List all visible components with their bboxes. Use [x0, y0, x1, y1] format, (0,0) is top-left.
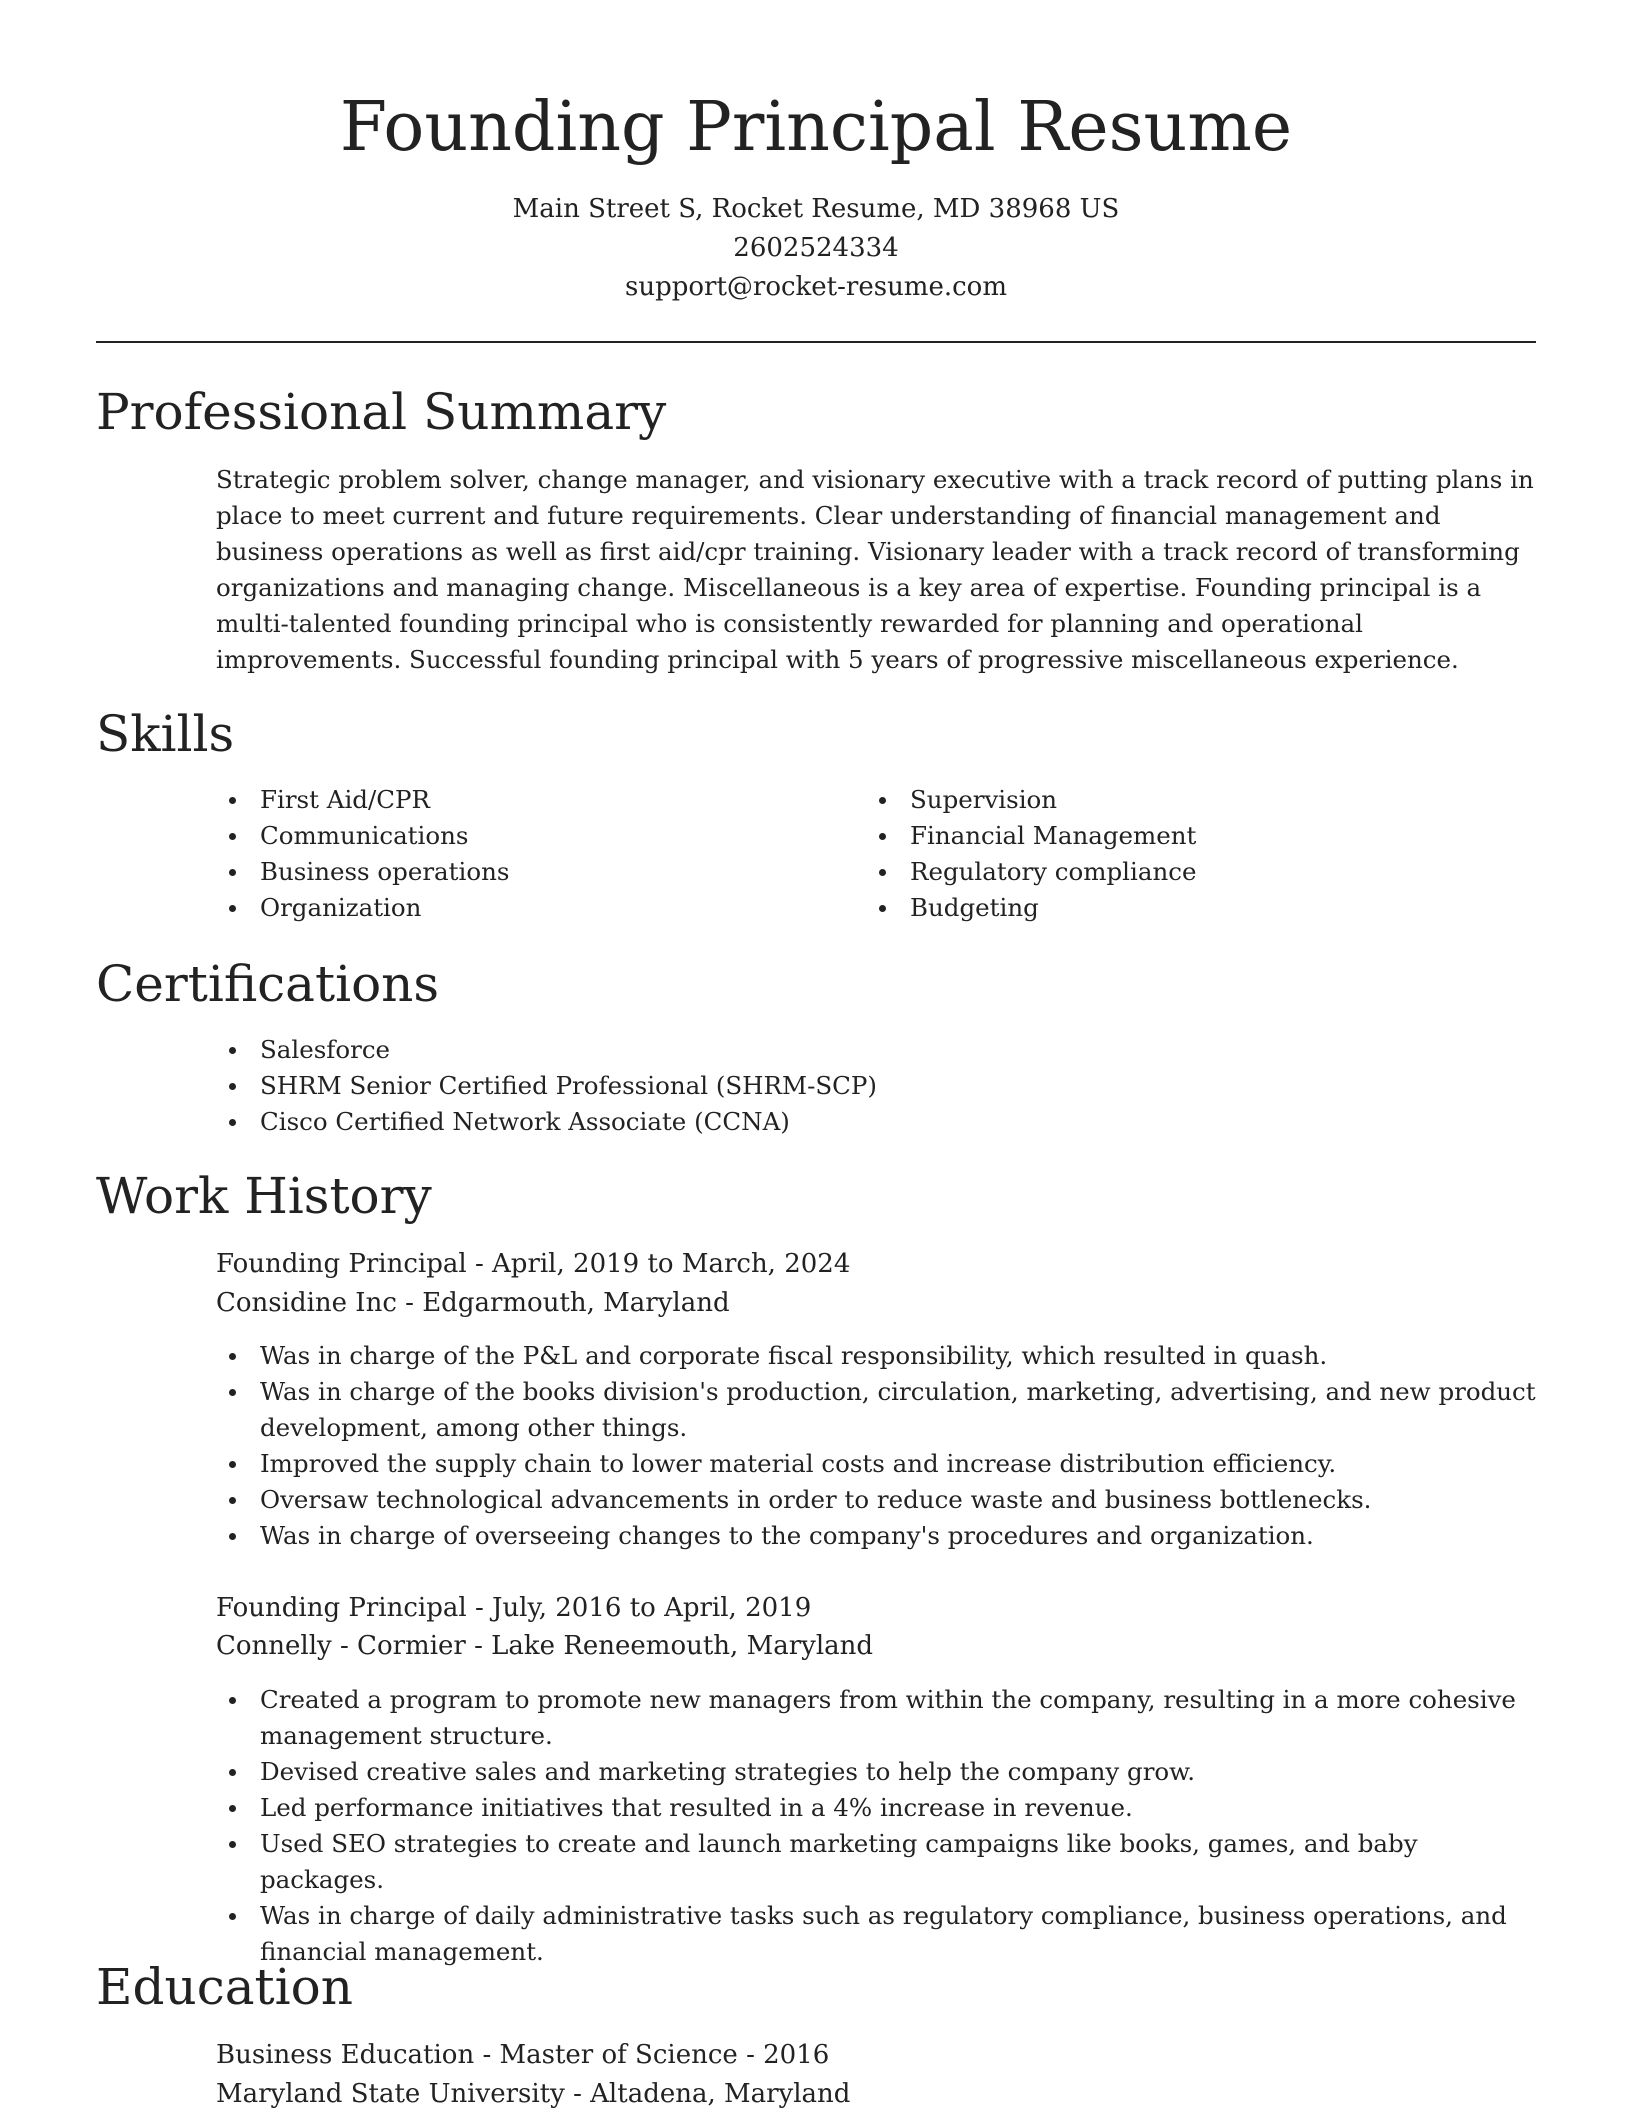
job-bullet: Created a program to promote new managers from within the company, resulting in a more cohesive management structure. [216, 1682, 1536, 1754]
summary-text: Strategic problem solver, change manager, and visionary executive with a track record of putting plans in place to meet current and future requirements. Clear understanding of financial management and business operations as well as first aid/cpr training. Visionary leader with a track record of transforming organizations and managing change. Miscellaneous is a key area of expertise. Founding principal is a multi-talented founding principal who is consistently rewarded for planning and operational improvements. Successful founding principal with 5 years of progressive miscellaneous experience. [216, 465, 1534, 674]
skills-list-left [216, 782, 866, 926]
work-history-heading: Work History [96, 1167, 432, 1225]
job-dates: - July, 2016 to April, 2019 [466, 1593, 812, 1623]
education-degree-line [216, 2036, 1536, 2074]
skills-list-right [866, 782, 1516, 926]
skill-item: Regulatory compliance [866, 854, 1516, 890]
job-bullet: Used SEO strategies to create and launch marketing campaigns like books, games, and baby packages. [216, 1826, 1536, 1898]
job-bullet: Was in charge of the books division's production, circulation, marketing, advertising, and new product development, among other things. [216, 1374, 1536, 1446]
certification-item: Salesforce [216, 1032, 1536, 1068]
education-school: Maryland State University [216, 2079, 565, 2109]
contact-phone: 2602524334 [733, 233, 899, 263]
job-bullet: Devised creative sales and marketing strategies to help the company grow. [216, 1754, 1536, 1790]
skills-heading: Skills [96, 705, 235, 763]
contact-info [96, 190, 1536, 307]
job-2-bullets [216, 1682, 1536, 1970]
resume-header [96, 82, 1536, 307]
job-company: Connelly - Cormier [216, 1631, 466, 1661]
job-location: - Lake Reneemouth, Maryland [465, 1631, 874, 1661]
contact-address: Main Street S, Rocket Resume, MD 38968 US [512, 194, 1120, 224]
skill-item: Budgeting [866, 890, 1516, 926]
job-bullet: Led performance initiatives that resulted in a 4% increase in revenue. [216, 1790, 1536, 1826]
job-company: Considine Inc [216, 1288, 397, 1318]
skill-item: First Aid/CPR [216, 782, 866, 818]
job-bullet: Improved the supply chain to lower material costs and increase distribution efficiency. [216, 1446, 1536, 1482]
skill-item: Financial Management [866, 818, 1516, 854]
job-role: Founding Principal [216, 1249, 467, 1279]
education-location: - Altadena, Maryland [564, 2079, 851, 2109]
certifications-list [216, 1032, 1536, 1140]
resume-name: Founding Principal Resume [339, 88, 1293, 167]
education-heading: Education [96, 1958, 353, 2016]
job-location: - Edgarmouth, Maryland [396, 1288, 730, 1318]
skill-item: Organization [216, 890, 866, 926]
certification-item: Cisco Certified Network Associate (CCNA) [216, 1104, 1536, 1140]
job-2-title-line [216, 1589, 1536, 1627]
job-role: Founding Principal [216, 1593, 467, 1623]
certification-item: SHRM Senior Certified Professional (SHRM-SCP) [216, 1068, 1536, 1104]
header-divider [96, 341, 1536, 343]
certifications-heading: Certifications [96, 955, 440, 1013]
skill-item: Business operations [216, 854, 866, 890]
job-1-title-line [216, 1245, 1536, 1283]
skills-grid [216, 782, 1536, 926]
job-2-company-line [216, 1627, 1536, 1665]
skill-item: Supervision [866, 782, 1516, 818]
job-bullet: Was in charge of daily administrative tasks such as regulatory compliance, business operations, and financial management. [216, 1898, 1536, 1970]
job-bullet: Was in charge of the P&L and corporate fiscal responsibility, which resulted in quash. [216, 1338, 1536, 1374]
education-school-line [216, 2075, 1536, 2112]
education-field: Business Education [216, 2040, 475, 2070]
education-degree: - Master of Science - 2016 [474, 2040, 830, 2070]
job-bullet: Was in charge of overseeing changes to the company's procedures and organization. [216, 1518, 1536, 1554]
job-1-bullets [216, 1338, 1536, 1554]
contact-email: support@rocket-resume.com [624, 272, 1007, 302]
job-1-company-line [216, 1284, 1536, 1322]
skill-item: Communications [216, 818, 866, 854]
summary-heading: Professional Summary [96, 383, 667, 441]
job-dates: - April, 2019 to March, 2024 [466, 1249, 851, 1279]
job-bullet: Oversaw technological advancements in order to reduce waste and business bottlenecks. [216, 1482, 1536, 1518]
